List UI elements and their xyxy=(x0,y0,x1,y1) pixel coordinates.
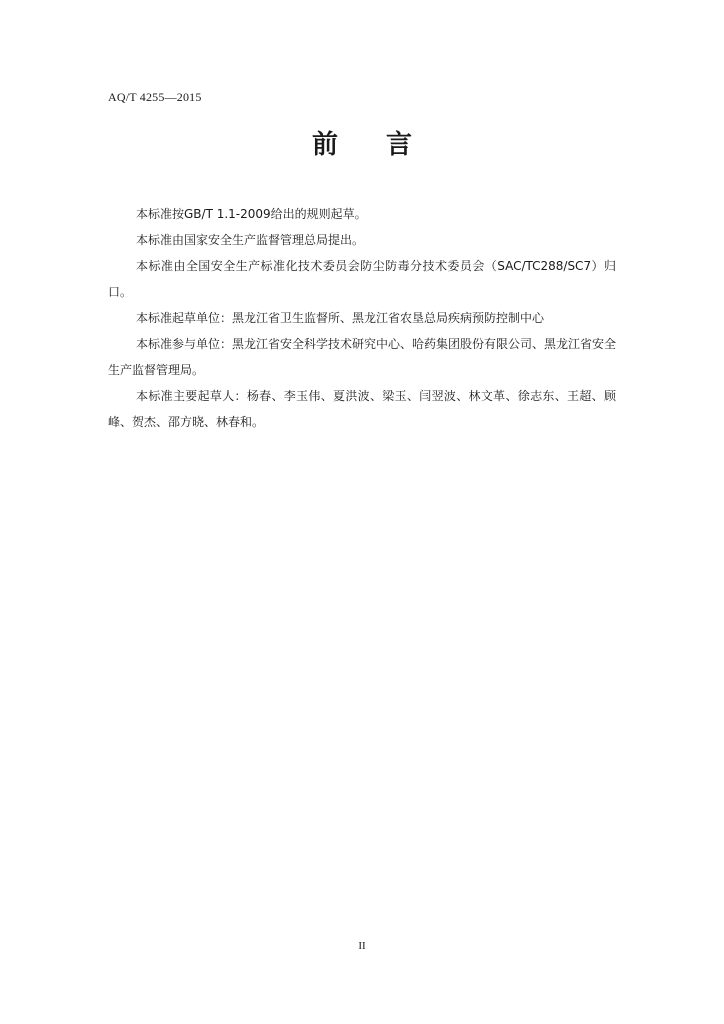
paragraph-drafting-units: 本标准起草单位：黑龙江省卫生监督所、黑龙江省农垦总局疾病预防控制中心 xyxy=(136,311,545,325)
paragraph-proposed-by: 本标准由国家安全生产监督管理总局提出。 xyxy=(136,233,365,247)
paragraph-drafting-rules: 本标准按GB/T 1.1-2009给出的规则起草。 xyxy=(136,207,367,221)
page-title: 前言 xyxy=(311,130,460,160)
paragraph-main-drafters: 本标准主要起草人：杨春、李玉伟、夏洪波、梁玉、闫翌波、林文革、徐志东、王超、顾峰、贺杰、邵方晓、林春和。 xyxy=(108,389,616,429)
paragraph-centralized-by: 本标准由全国安全生产标准化技术委员会防尘防毒分技术委员会（SAC/TC288/SC7）归口。 xyxy=(108,259,616,299)
paragraph-participating-units: 本标准参与单位：黑龙江省安全科学技术研究中心、哈药集团股份有限公司、黑龙江省安全生产监督管理局。 xyxy=(108,337,617,377)
standard-code: AQ/T 4255—2015 xyxy=(108,90,202,104)
page-number: II xyxy=(358,940,366,952)
foreword-body xyxy=(108,201,616,435)
